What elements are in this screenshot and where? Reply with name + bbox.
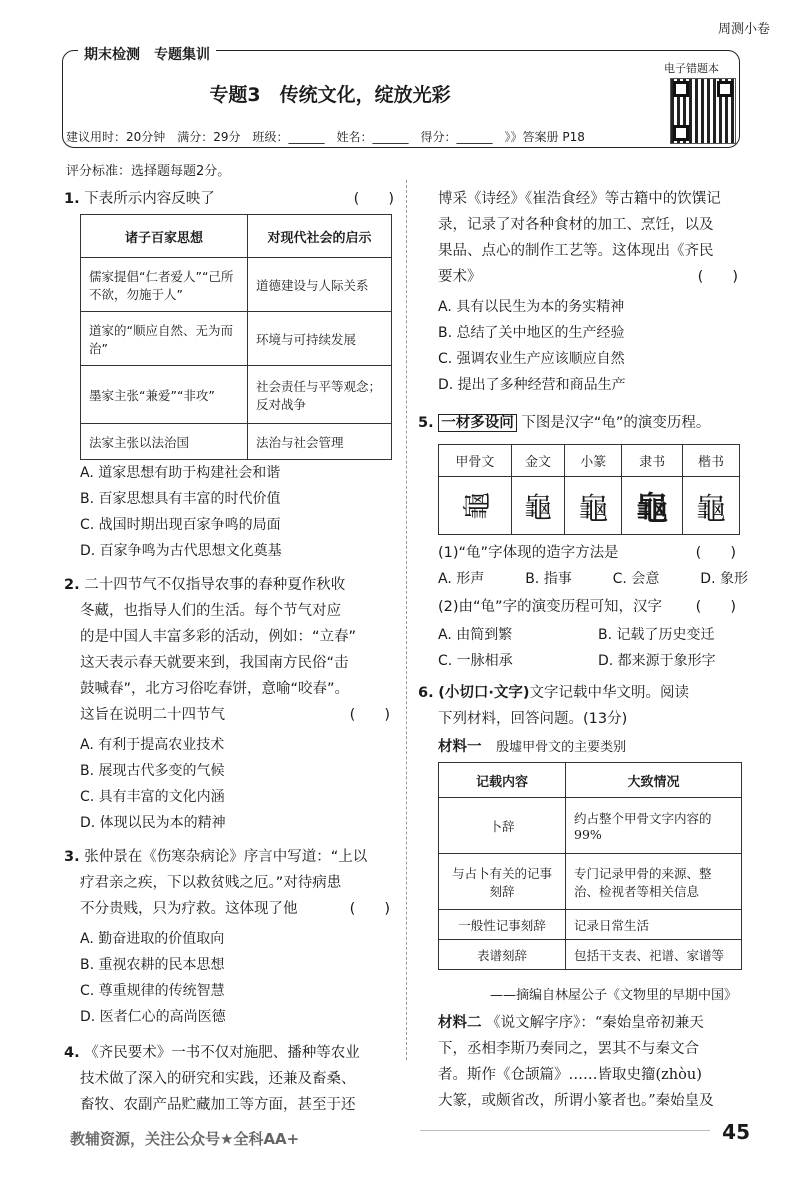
question-1-options (80, 460, 282, 564)
table-row (81, 258, 392, 312)
qr-label: 电子错题本 (664, 62, 719, 75)
table-cell: 约占整个甲骨文字内容的99% (566, 798, 742, 854)
table-cell: 卜辞 (439, 798, 566, 854)
glyph-evolution-table (438, 444, 740, 535)
qr-code-icon[interactable] (670, 78, 736, 144)
option-c[interactable]: C. 尊重规律的传统智慧 (80, 983, 225, 999)
table-cell: 道德建设与人际关系 (248, 258, 392, 312)
material-1-title: 材料一 殷墟甲骨文的主要类别 (438, 739, 627, 755)
table-row (439, 854, 742, 910)
table-header: 大致情况 (566, 763, 742, 798)
table-cell: 表谱刻辞 (439, 940, 566, 970)
question-4-options (438, 294, 626, 398)
table-header: 记载内容 (439, 763, 566, 798)
question-1-table (80, 214, 392, 460)
table-row (439, 798, 742, 854)
table-cell: 墨家主张“兼爱”“非攻” (81, 366, 248, 424)
question-3-options (80, 926, 226, 1030)
option-b[interactable]: B. 百家思想具有丰富的时代价值 (80, 491, 281, 507)
question-5-sub2: (2)由“龟”字的演变历程可知，汉字 ( ) (438, 599, 736, 615)
scoring-rule: 评分标准：选择题每题2分。 (66, 164, 231, 179)
script-label: 金文 (511, 445, 565, 477)
option-d[interactable]: D. 体现以民为本的精神 (80, 815, 226, 831)
option-a[interactable]: A. 有利于提高农业技术 (80, 737, 225, 753)
option-c[interactable]: C. 战国时期出现百家争鸣的局面 (80, 517, 281, 533)
option-c[interactable]: C. 强调农业生产应该顺应自然 (438, 351, 625, 367)
question-4-stem: 4. 《齐民要术》一书不仅对施肥、播种等农业 技术做了深入的研究和实践，还兼及畜桑、 畜牧、农副产品贮藏加工等方面，甚至于还 (64, 1045, 360, 1113)
question-1-stem: 1. 下表所示内容反映了 ( ) (64, 191, 394, 207)
top-tag: 周测小卷 (717, 22, 770, 37)
script-label: 甲骨文 (439, 445, 512, 477)
table-cell: 环境与可持续发展 (248, 312, 392, 366)
option-b[interactable]: B. 指事 (525, 571, 572, 587)
option-c[interactable]: C. 会意 (612, 571, 660, 587)
table-cell: 与占卜有关的记事刻辞 (439, 854, 566, 910)
table-header: 诸子百家思想 (81, 215, 248, 258)
table-cell: 包括干支表、祀谱、家谱等 (566, 940, 742, 970)
script-label: 小篆 (565, 445, 622, 477)
question-6-stem: 6. (小切口·文字)文字记载中华文明。阅读 下列材料，回答问题。(13分) (418, 685, 689, 727)
table-cell: 专门记录甲骨的来源、整治、检视者等相关信息 (566, 854, 742, 910)
table-cell: 社会责任与平等观念；反对战争 (248, 366, 392, 424)
script-label: 隶书 (622, 445, 683, 477)
question-5-stem: 5. 一材多设问 下图是汉字“龟”的演变历程。 (418, 415, 711, 431)
option-b[interactable]: B. 记载了历史变迁 (598, 627, 715, 643)
option-b[interactable]: B. 展现古代多变的气候 (80, 763, 225, 779)
option-d[interactable]: D. 医者仁心的高尚医德 (80, 1009, 226, 1025)
option-d[interactable]: D. 象形 (700, 571, 748, 587)
header-section: 期末检测 专题集训 (78, 44, 216, 64)
option-d[interactable]: D. 百家争鸣为古代思想文化奠基 (80, 543, 282, 559)
table-row (439, 910, 742, 940)
script-label: 楷书 (682, 445, 739, 477)
material-1-table (438, 762, 742, 970)
glyph-bronze: 龜 (511, 477, 565, 535)
question-5-sub1: (1)“龟”字体现的造字方法是 ( ) (438, 545, 736, 561)
page-number: 45 (722, 1120, 750, 1144)
table-row (81, 366, 392, 424)
table-row (439, 940, 742, 970)
table-cell: 道家的“顺应自然、无为而治” (81, 312, 248, 366)
option-d[interactable]: D. 都来源于象形字 (598, 653, 716, 669)
glyph-regular: 龜 (682, 477, 739, 535)
table-row (81, 312, 392, 366)
question-3-stem: 3. 张仲景在《伤寒杂病论》序言中写道：“上以 疗君亲之疾，下以救贫贱之厄。”对待病患 不分贵贱，只为疗救。这体现了他 ( ) (64, 849, 390, 917)
glyph-clerical: 龜 (622, 477, 683, 535)
material-1-source: ——摘编自林屋公子《文物里的早期中国》 (490, 988, 738, 1003)
option-b[interactable]: B. 重视农耕的民本思想 (80, 957, 225, 973)
table-cell: 法治与社会管理 (248, 424, 392, 460)
question-4-continued: 博采《诗经》《崔浩食经》等古籍中的饮馔记 录，记录了对各种食材的加工、烹饪，以及 果品、点心的制作工艺等。这体现出《齐民 要术》 ( ) (438, 191, 738, 285)
glyph-oracle: 龜 (446, 469, 504, 542)
material-2: 材料二 《说文解字序》：“秦始皇帝初兼天 下，丞相李斯乃奏同之，罢其不与秦文合 者。斯作《仓颉篇》……皆取史籀(zhòu) 大篆，或颇省改，所谓小篆者也。”秦始皇及 (438, 1015, 714, 1109)
question-2-options (80, 732, 226, 836)
option-a[interactable]: A. 由简到繁 (438, 627, 513, 643)
header-info: 建议用时：20分钟 满分：29分 班级：______ 姓名：______ 得分：______ 》》答案册 P18 (66, 130, 585, 144)
table-cell: 一般性记事刻辞 (439, 910, 566, 940)
option-c[interactable]: C. 具有丰富的文化内涵 (80, 789, 225, 805)
table-row (81, 424, 392, 460)
table-cell: 记录日常生活 (566, 910, 742, 940)
option-c[interactable]: C. 一脉相承 (438, 653, 513, 669)
question-tag: 一材多设问 (438, 414, 517, 432)
option-a[interactable]: A. 道家思想有助于构建社会和谐 (80, 465, 281, 481)
footer-promo: 教辅资源，关注公众号★全科AA+ (70, 1130, 300, 1148)
question-tag: (小切口·文字) (438, 685, 530, 701)
table-cell: 法家主张以法治国 (81, 424, 248, 460)
page-title: 专题3 传统文化，绽放光彩 (209, 84, 451, 106)
option-b[interactable]: B. 总结了关中地区的生产经验 (438, 325, 625, 341)
footer-divider (420, 1130, 710, 1131)
table-header: 对现代社会的启示 (248, 215, 392, 258)
table-cell: 儒家提倡“仁者爱人”“己所不欲，勿施于人” (81, 258, 248, 312)
option-d[interactable]: D. 提出了多种经营和商品生产 (438, 377, 626, 393)
column-divider (406, 180, 407, 1060)
option-a[interactable]: A. 具有以民生为本的务实精神 (438, 299, 625, 315)
option-a[interactable]: A. 勤奋进取的价值取向 (80, 931, 225, 947)
question-5-sub2-options (438, 622, 748, 674)
glyph-seal: 龜 (565, 477, 622, 535)
question-2-stem: 2. 二十四节气不仅指导农事的春种夏作秋收 冬藏，也指导人们的生活。每个节气对应 的是中国人丰富多彩的活动，例如：“立春” 这天表示春天就要来到，我国南方民俗“击 鼓喊春”，北方习俗吃春饼，意喻“咬春”。 这旨在说明二十四节气 ( ) (64, 577, 390, 723)
option-a[interactable]: A. 形声 (438, 571, 485, 587)
question-5-sub1-options (438, 566, 748, 592)
